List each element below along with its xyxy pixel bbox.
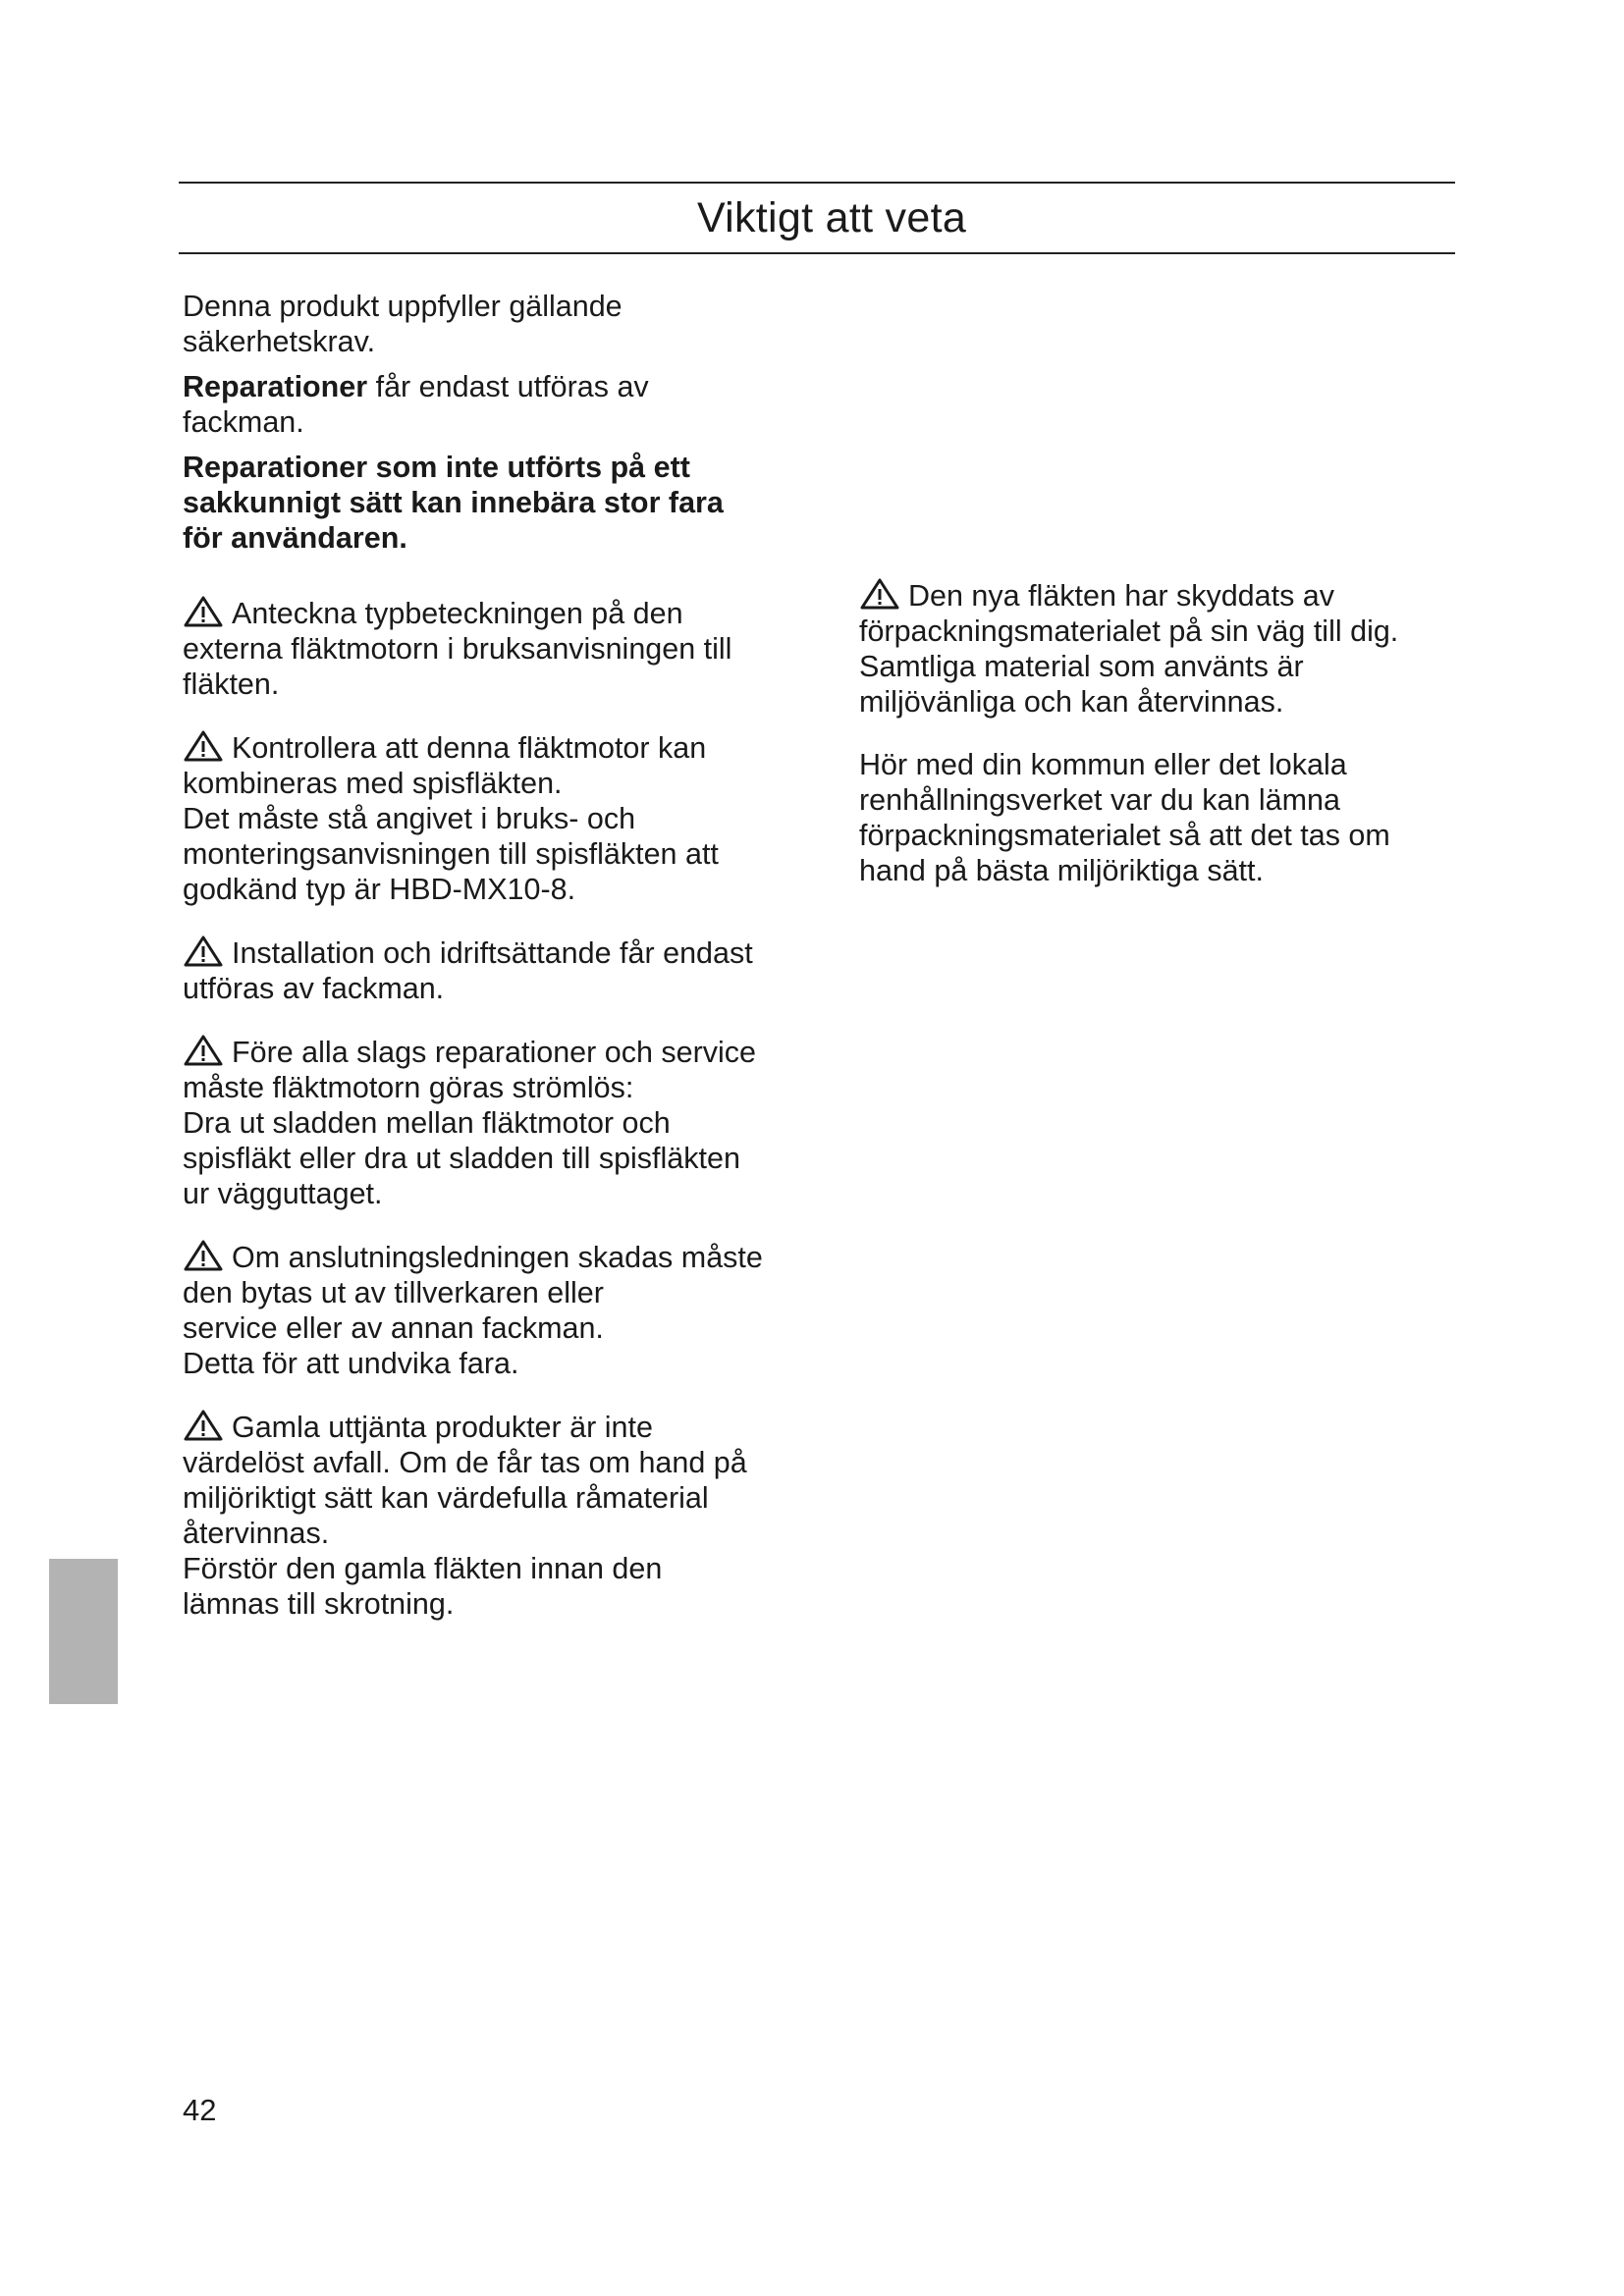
text-line: godkänd typ är HBD-MX10-8. — [183, 873, 576, 906]
packaging-note — [859, 577, 1448, 720]
warning-triangle-icon — [183, 1409, 224, 1442]
text-line: sakkunnigt sätt kan innebära stor fara — [183, 486, 724, 519]
warning-note-1 — [183, 595, 811, 702]
emphasis-text: Reparationer — [183, 370, 368, 403]
text-line: Gamla uttjänta produkter är inte — [232, 1411, 653, 1444]
text-line: för användaren. — [183, 521, 407, 555]
left-column — [183, 289, 811, 1622]
text-line: Dra ut sladden mellan fläktmotor och — [183, 1106, 671, 1140]
language-tab-marker — [49, 1559, 118, 1704]
text-line: kombineras med spisfläkten. — [183, 767, 563, 800]
text-line: Före alla slags reparationer och service — [232, 1036, 757, 1069]
text-line: återvinnas. — [183, 1517, 330, 1550]
text-line: Förstör den gamla fläkten innan den — [183, 1552, 663, 1585]
recycling-paragraph — [859, 747, 1448, 888]
text-line: Anteckna typbeteckningen på den — [232, 597, 683, 630]
text-line: Kontrollera att denna fläktmotor kan — [232, 731, 707, 765]
text-line: Samtliga material som använts är — [859, 650, 1304, 683]
text-line: Hör med din kommun eller det lokala — [859, 748, 1347, 781]
text-line: utföras av fackman. — [183, 972, 445, 1005]
warning-note-4 — [183, 1034, 811, 1211]
text-line: Den nya fläkten har skyddats av — [908, 579, 1335, 613]
text-line: fackman. — [183, 405, 304, 439]
text-line: externa fläktmotorn i bruksanvisningen till — [183, 632, 732, 666]
intro-paragraph-1 — [183, 289, 811, 359]
text-line: värdelöst avfall. Om de får tas om hand på — [183, 1446, 747, 1479]
text-line: Detta för att undvika fara. — [183, 1347, 519, 1380]
text-line: fläkten. — [183, 667, 280, 701]
right-column — [859, 577, 1448, 888]
page-title: Viktigt att veta — [696, 194, 967, 241]
warning-note-6 — [183, 1409, 811, 1622]
text-line: den bytas ut av tillverkaren eller — [183, 1276, 604, 1309]
text-line: förpackningsmaterialet så att det tas om — [859, 819, 1390, 852]
warning-triangle-icon — [183, 934, 224, 968]
text-line: service eller av annan fackman. — [183, 1311, 604, 1345]
warning-note-5 — [183, 1239, 811, 1381]
header-rule-top — [179, 182, 1455, 184]
text-line: miljöriktigt sätt kan värdefulla råmaterial — [183, 1481, 709, 1515]
intro-warning-paragraph — [183, 450, 811, 556]
warning-triangle-icon — [183, 1239, 224, 1272]
text-line: Denna produkt uppfyller gällande — [183, 290, 623, 323]
text-line: Det måste stå angivet i bruks- och — [183, 802, 636, 835]
warning-note-2 — [183, 729, 811, 907]
warning-triangle-icon — [183, 729, 224, 763]
text-line: ur vägguttaget. — [183, 1177, 383, 1210]
text-line: säkerhetskrav. — [183, 325, 376, 358]
intro-paragraph-2 — [183, 369, 811, 440]
warning-triangle-icon — [183, 595, 224, 628]
text-segment: får endast utföras av — [367, 370, 649, 403]
text-line: lämnas till skrotning. — [183, 1587, 455, 1621]
text-line: Om anslutningsledningen skadas måste — [232, 1241, 763, 1274]
text-line: spisfläkt eller dra ut sladden till spisfläkten — [183, 1142, 740, 1175]
text-line: måste fläktmotorn göras strömlös: — [183, 1071, 634, 1104]
text-line: Installation och idriftsättande får endast — [232, 936, 753, 970]
text-line: monteringsanvisningen till spisfläkten att — [183, 837, 719, 871]
text-line: Reparationer som inte utförts på ett — [183, 451, 690, 484]
text-line: miljövänliga och kan återvinnas. — [859, 685, 1284, 719]
warning-triangle-icon — [183, 1034, 224, 1067]
text-line: förpackningsmaterialet på sin väg till dig. — [859, 614, 1399, 648]
page-number: 42 — [183, 2093, 217, 2127]
header-rule-bottom — [179, 252, 1455, 254]
warning-note-3 — [183, 934, 811, 1006]
text-line: renhållningsverket var du kan lämna — [859, 783, 1340, 817]
warning-triangle-icon — [859, 577, 900, 611]
text-line: hand på bästa miljöriktiga sätt. — [859, 854, 1264, 887]
